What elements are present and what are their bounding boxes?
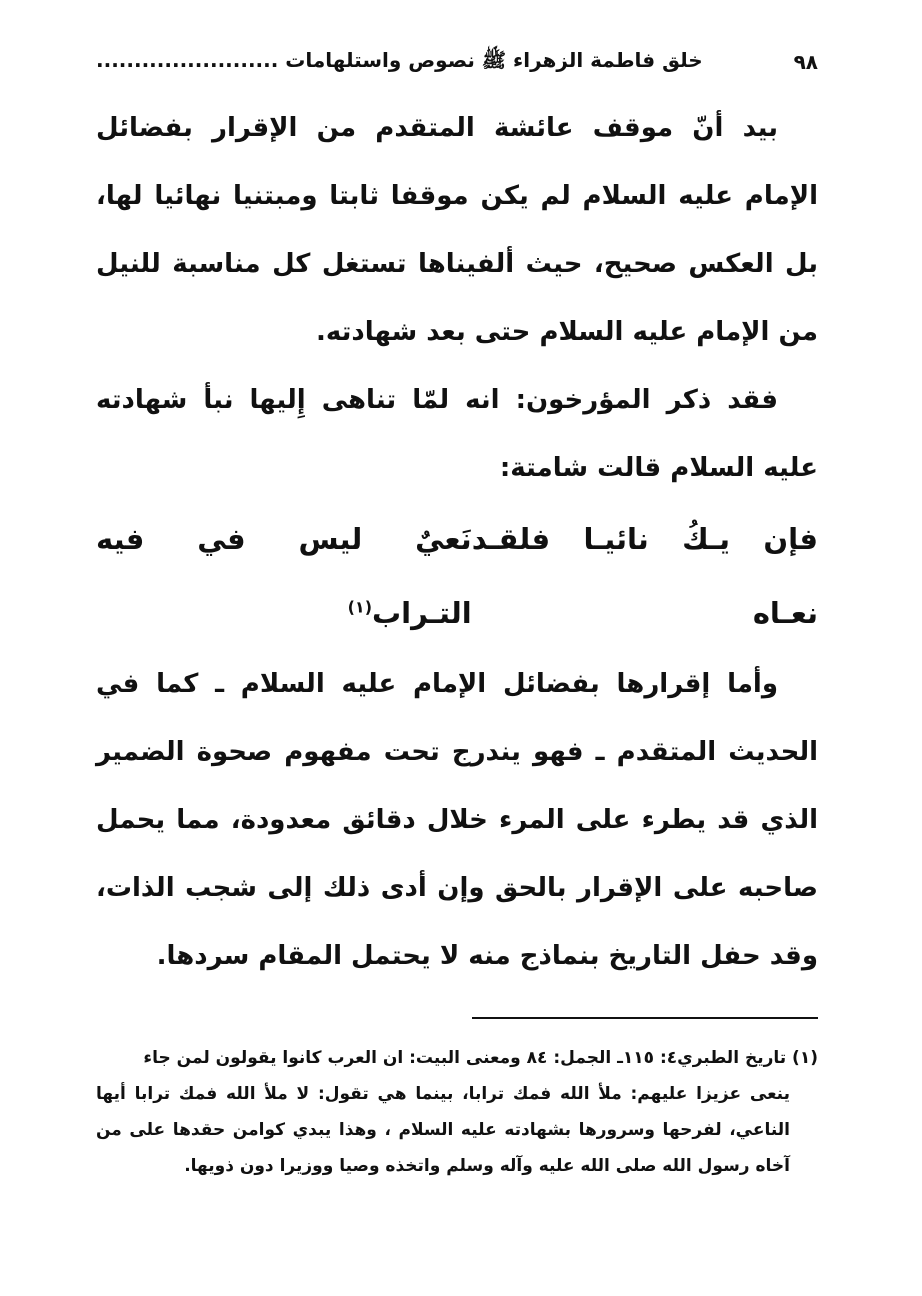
footnote: [96, 1040, 818, 1184]
poem-hemistich-second: [96, 502, 472, 650]
footnote-divider: [472, 1017, 818, 1019]
paragraph: بيد أنّ موقف عائشة المتقدم من الإقرار بفضائل الإمام عليه السلام لم يكن موقفا ثابتا ومبتنيا نهائيا لها، بل العكس صحيح، حيث ألفيناها تستغل كل مناسبة للنيل من الإمام عليه السلام حتى بعد شهادته.: [96, 113, 818, 347]
running-title: خلق فاطمة الزهراء ﷺ نصوص واستلهامات ........................: [96, 47, 703, 72]
paragraph: فقد ذكر المؤرخون: انه لمّا تناهى إِليها نبأ شهادته عليه السلام قالت شامتة:: [96, 385, 818, 483]
footnote-line-first: (١) تاريخ الطبري٤: ١١٥ـ الجمل: ٨٤ ومعنى البيت: ان العرب كانوا يقولون لمن جاء: [143, 1048, 818, 1068]
poem-hemistich-second-text: نَعيٌ ليس في فيه التـراب: [96, 522, 472, 630]
main-text: [96, 94, 818, 990]
page-number: ٩٨: [793, 50, 818, 74]
footnote-line-rest: ينعى عزيزا عليهم: ملأ الله فمك ترابا، بينما هي تقول: لا ملأ الله فمك ترابا أيها الناعي، لفرحها وسرورها بشهادته عليه السلام ، وهذا يبدي كوامن حقدها على من آخاه رسول الله صلى الله عليه وآله وسلم واتخذه وصيا ووزيرا دون ذويها.: [96, 1084, 790, 1176]
paragraph: وأما إقرارها بفضائل الإمام عليه السلام ـ كما في الحديث المتقدم ـ فهو يندرج تحت مفهوم صحوة الضمير الذي قد يطرء على المرء خلال دقائق معدودة، مما يحمل صاحبه على الإقرار بالحق وإن أدى ذلك إلى شجب الذات، وقد حفل التاريخ بنماذج منه لا يحتمل المقام سردها.: [96, 669, 818, 971]
running-header: [96, 42, 818, 82]
poem-hemistich-first: فإن يـكُ نائيـا فلقـد نعـاه: [471, 522, 818, 630]
poem-verse: [96, 502, 818, 650]
footnote-marker: (١): [347, 597, 372, 617]
